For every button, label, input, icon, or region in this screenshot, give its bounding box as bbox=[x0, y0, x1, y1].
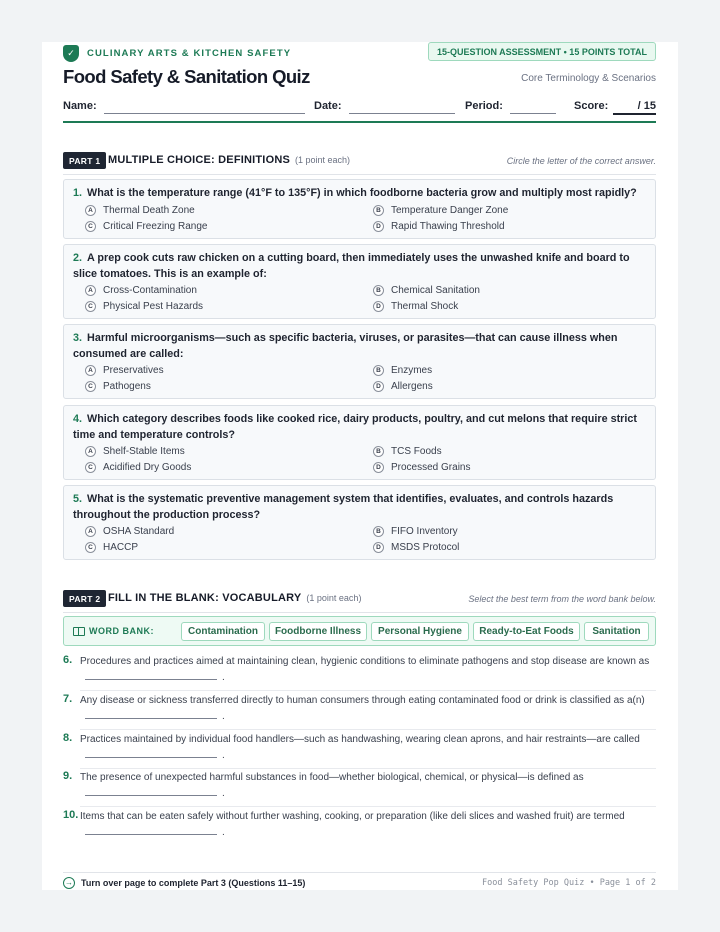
option-letter-circle[interactable]: A bbox=[85, 205, 96, 216]
item-text bbox=[80, 654, 656, 685]
part1-header bbox=[63, 152, 656, 170]
item-divider bbox=[80, 768, 656, 769]
question-text bbox=[73, 331, 648, 362]
word-chip[interactable]: Ready-to-Eat Foods bbox=[473, 622, 580, 641]
question-prompt: Which category describes foods like cooked rice, dairy products, poultry, and cut melons that require strict time and temperature controls? bbox=[73, 413, 637, 441]
option-text: Processed Grains bbox=[391, 462, 471, 473]
option-text: Pathogens bbox=[103, 381, 151, 392]
option-letter-circle[interactable]: D bbox=[373, 542, 384, 553]
word-chip[interactable]: Contamination bbox=[181, 622, 265, 641]
option-letter-circle[interactable]: B bbox=[373, 205, 384, 216]
option-letter-circle[interactable]: C bbox=[85, 221, 96, 232]
item-prompt: Practices maintained by individual food handlers—such as handwashing, wearing clean aprons, and hair restraints—are called bbox=[80, 734, 640, 745]
option-text: Allergens bbox=[391, 381, 433, 392]
option-c[interactable] bbox=[85, 221, 208, 232]
word-bank-label bbox=[73, 626, 154, 636]
option-letter-circle[interactable]: C bbox=[85, 381, 96, 392]
question-prompt: What is the temperature range (41°F to 135°F) in which foodborne bacteria grow and multiply most rapidly? bbox=[87, 187, 637, 199]
option-letter-circle[interactable]: B bbox=[373, 365, 384, 376]
period-field[interactable] bbox=[510, 113, 556, 114]
option-letter-circle[interactable]: D bbox=[373, 462, 384, 473]
option-b[interactable] bbox=[373, 285, 480, 296]
option-c[interactable] bbox=[85, 381, 151, 392]
name-label: Name: bbox=[63, 100, 97, 112]
header-divider bbox=[63, 121, 656, 123]
quiz-page bbox=[42, 42, 678, 890]
question-prompt: A prep cook cuts raw chicken on a cutting board, then immediately uses the unwashed knife and board to slice tomatoes. This is an example of: bbox=[73, 252, 630, 280]
question-text bbox=[73, 251, 648, 282]
option-text: Critical Freezing Range bbox=[103, 221, 208, 232]
question-prompt: What is the systematic preventive management system that identifies, evaluates, and controls hazards throughout the production process? bbox=[73, 493, 614, 521]
option-a[interactable] bbox=[85, 526, 174, 537]
option-text: OSHA Standard bbox=[103, 526, 175, 537]
word-chip[interactable]: Sanitation bbox=[584, 622, 649, 641]
option-b[interactable] bbox=[373, 446, 442, 457]
item-end: . bbox=[222, 710, 225, 722]
item-text bbox=[80, 732, 656, 763]
answer-blank[interactable] bbox=[85, 748, 217, 758]
item-number: 9. bbox=[63, 770, 73, 782]
answer-blank[interactable] bbox=[85, 825, 217, 835]
item-number: 7. bbox=[63, 693, 73, 705]
option-text: Preservatives bbox=[103, 365, 164, 376]
option-letter-circle[interactable]: A bbox=[85, 365, 96, 376]
item-number: 8. bbox=[63, 732, 73, 744]
option-letter-circle[interactable]: C bbox=[85, 301, 96, 312]
option-text: Acidified Dry Goods bbox=[103, 462, 192, 473]
item-divider bbox=[80, 690, 656, 691]
option-letter-circle[interactable]: D bbox=[373, 301, 384, 312]
option-text: FIFO Inventory bbox=[391, 526, 458, 537]
question-4 bbox=[63, 405, 656, 480]
part2-header bbox=[63, 590, 656, 608]
option-letter-circle[interactable]: B bbox=[373, 285, 384, 296]
option-text: Physical Pest Hazards bbox=[103, 301, 204, 312]
option-letter-circle[interactable]: D bbox=[373, 381, 384, 392]
option-letter-circle[interactable]: A bbox=[85, 526, 96, 537]
option-b[interactable] bbox=[373, 526, 458, 537]
item-end: . bbox=[222, 826, 225, 838]
item-prompt: Items that can be eaten safely without further washing, cooking, or preparation (like deli slices and washed fruit) are termed bbox=[80, 811, 625, 822]
date-label: Date: bbox=[314, 100, 342, 112]
word-bank bbox=[63, 616, 656, 646]
name-field[interactable] bbox=[104, 113, 305, 114]
score-label: Score: bbox=[574, 100, 609, 112]
item-prompt: Any disease or sickness transferred directly to human consumers through eating contaminated food or drink is classified as a(n) bbox=[80, 695, 645, 706]
part1-divider bbox=[63, 174, 656, 175]
option-letter-circle[interactable]: D bbox=[373, 221, 384, 232]
part1-title-text: MULTIPLE CHOICE: DEFINITIONS bbox=[108, 154, 291, 166]
option-letter-circle[interactable]: B bbox=[373, 526, 384, 537]
item-end: . bbox=[222, 787, 225, 799]
word-bank-label-text: WORD BANK: bbox=[89, 626, 154, 636]
part2-title bbox=[108, 592, 361, 604]
option-letter-circle[interactable]: A bbox=[85, 285, 96, 296]
option-text: Thermal Shock bbox=[391, 301, 459, 312]
option-a[interactable] bbox=[85, 365, 164, 376]
option-text: Rapid Thawing Threshold bbox=[391, 221, 505, 232]
item-divider bbox=[80, 806, 656, 807]
item-number: 10. bbox=[63, 809, 79, 821]
option-c[interactable] bbox=[85, 542, 138, 553]
score-field[interactable] bbox=[613, 113, 656, 115]
item-text bbox=[80, 770, 656, 801]
part2-points: (1 point each) bbox=[306, 593, 362, 603]
option-text: Chemical Sanitation bbox=[391, 285, 480, 296]
option-letter-circle[interactable]: C bbox=[85, 462, 96, 473]
footer-divider bbox=[63, 872, 656, 873]
part2-tag: PART 2 bbox=[63, 590, 106, 607]
part1-tag: PART 1 bbox=[63, 152, 106, 169]
brand-row bbox=[63, 44, 291, 62]
item-end: . bbox=[222, 671, 225, 683]
option-letter-circle[interactable]: B bbox=[373, 446, 384, 457]
option-c[interactable] bbox=[85, 462, 191, 473]
answer-blank[interactable] bbox=[85, 786, 217, 796]
question-2 bbox=[63, 244, 656, 319]
page-title: Food Safety & Sanitation Quiz bbox=[63, 66, 310, 87]
question-number: 1. bbox=[73, 187, 83, 199]
option-text: MSDS Protocol bbox=[391, 542, 460, 553]
part2-instruction: Select the best term from the word bank below. bbox=[468, 594, 656, 604]
option-text: Temperature Danger Zone bbox=[391, 205, 509, 216]
question-number: 5. bbox=[73, 493, 83, 505]
option-d[interactable] bbox=[373, 301, 458, 312]
student-info-fields bbox=[63, 98, 656, 116]
question-5 bbox=[63, 485, 656, 560]
item-prompt: The presence of unexpected harmful substances in food—whether biological, chemical, or physical—is defined as bbox=[80, 772, 584, 783]
question-text bbox=[73, 186, 648, 202]
question-number: 2. bbox=[73, 252, 83, 264]
item-number: 6. bbox=[63, 654, 73, 666]
option-d[interactable] bbox=[373, 542, 459, 553]
assessment-badge: 15-QUESTION ASSESSMENT • 15 POINTS TOTAL bbox=[428, 42, 656, 61]
question-text bbox=[73, 412, 648, 443]
answer-blank[interactable] bbox=[85, 670, 217, 680]
brand-label: CULINARY ARTS & KITCHEN SAFETY bbox=[87, 47, 292, 59]
option-a[interactable] bbox=[85, 446, 185, 457]
part2-title-text: FILL IN THE BLANK: VOCABULARY bbox=[108, 592, 302, 604]
option-d[interactable] bbox=[373, 221, 505, 232]
option-text: Cross-Contamination bbox=[103, 285, 197, 296]
answer-blank[interactable] bbox=[85, 709, 217, 719]
word-chip[interactable]: Personal Hygiene bbox=[371, 622, 469, 641]
part1-points: (1 point each) bbox=[295, 155, 351, 165]
question-prompt: Harmful microorganisms—such as specific bacteria, viruses, or parasites—that can cause illness when consumed are called: bbox=[73, 332, 618, 360]
option-text: HACCP bbox=[103, 542, 139, 553]
arrow-right-circle-icon: → bbox=[65, 878, 73, 887]
shield-check-icon: ✓ bbox=[63, 45, 79, 62]
item-text bbox=[80, 809, 656, 840]
date-field[interactable] bbox=[349, 113, 455, 114]
book-icon bbox=[73, 627, 85, 636]
question-number: 3. bbox=[73, 332, 83, 344]
option-d[interactable] bbox=[373, 381, 433, 392]
option-text: TCS Foods bbox=[391, 446, 442, 457]
option-a[interactable] bbox=[85, 285, 197, 296]
score-total: / 15 bbox=[637, 100, 656, 112]
question-3 bbox=[63, 324, 656, 399]
item-text bbox=[80, 693, 656, 724]
option-b[interactable] bbox=[373, 365, 432, 376]
item-prompt: Procedures and practices aimed at maintaining clean, hygienic conditions to eliminate pathogens and stop disease are known as bbox=[80, 656, 650, 667]
question-number: 4. bbox=[73, 413, 83, 425]
question-1 bbox=[63, 179, 656, 239]
option-letter-circle[interactable]: C bbox=[85, 542, 96, 553]
footer-note bbox=[63, 877, 305, 889]
option-c[interactable] bbox=[85, 301, 203, 312]
item-divider bbox=[80, 729, 656, 730]
period-label: Period: bbox=[465, 100, 503, 112]
item-end: . bbox=[222, 749, 225, 761]
word-chip[interactable]: Foodborne Illness bbox=[269, 622, 367, 641]
question-text bbox=[73, 492, 648, 523]
part1-title bbox=[108, 154, 350, 166]
page-content bbox=[63, 42, 656, 890]
part1-instruction: Circle the letter of the correct answer. bbox=[506, 156, 656, 166]
option-a[interactable] bbox=[85, 205, 195, 216]
option-d[interactable] bbox=[373, 462, 470, 473]
part2-divider bbox=[63, 612, 656, 613]
page-indicator: Food Safety Pop Quiz • Page 1 of 2 bbox=[482, 878, 656, 888]
option-letter-circle[interactable]: A bbox=[85, 446, 96, 457]
option-text: Shelf-Stable Items bbox=[103, 446, 185, 457]
page-subtitle: Core Terminology & Scenarios bbox=[521, 73, 656, 84]
footer-note-text: Turn over page to complete Part 3 (Questions 11–15) bbox=[81, 878, 306, 888]
option-text: Enzymes bbox=[391, 365, 433, 376]
option-b[interactable] bbox=[373, 205, 508, 216]
option-text: Thermal Death Zone bbox=[103, 205, 195, 216]
